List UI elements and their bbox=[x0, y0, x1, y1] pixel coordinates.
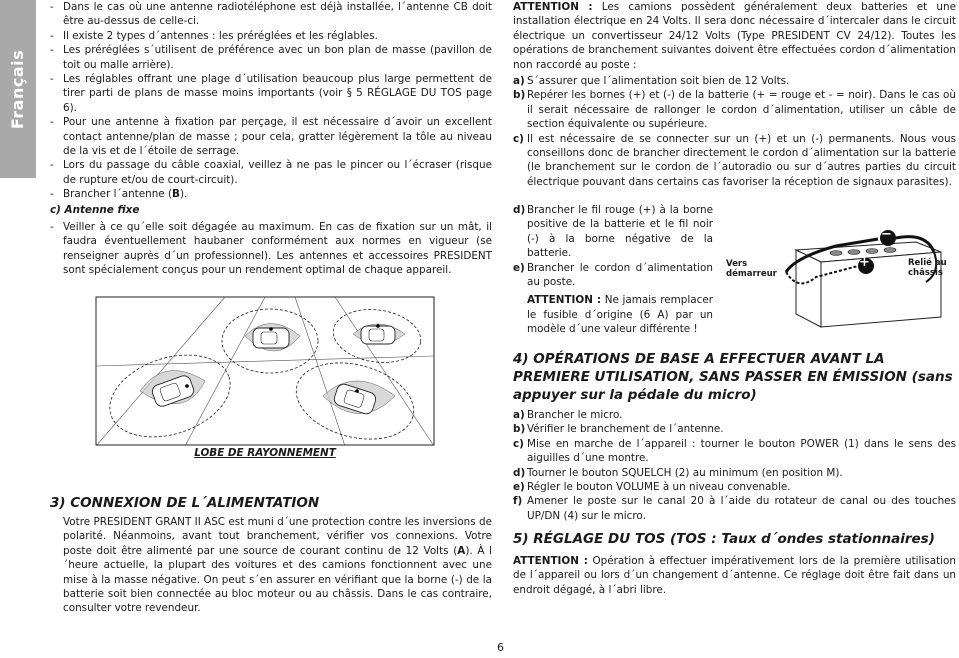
language-tab bbox=[0, 0, 36, 178]
op-e: e) Régler le bouton VOLUME à un niveau convenable. bbox=[513, 481, 791, 494]
connection-steps-narrow bbox=[513, 203, 713, 337]
op-c: c) Mise en marche de l´appareil : tourner le bouton POWER (1) dans le sens des aiguilles d´une montre. bbox=[513, 437, 956, 465]
to-starter-label: Vers démarreur bbox=[726, 259, 777, 279]
page-number: 6 bbox=[497, 641, 504, 654]
bullet-5: - Pour une antenne à fixation par perçage, il est nécessaire d´avoir un excellent contact antenne/plan de masse ; pour cela, gratter légèrement la tôle au niveau de la vis et de l´étoile de serrage. bbox=[50, 115, 492, 158]
bullet-2: - Il existe 2 types d´antennes : les préréglées et les réglables. bbox=[50, 29, 492, 43]
section-5-title: 5) RÉGLAGE DU TOS (TOS : Taux d´ondes stationnaires) bbox=[513, 531, 935, 547]
fixe-bullet: - Veiller à ce qu´elle soit dégagée au maximum. En cas de fixation sur un mât, il faudra éventuellement haubaner conformément aux normes en vigueur (se renseigner auprès d´un professionnel). Les antennes et accessoires PRESIDENT sont spécialement conçus pour un rendement optimal de chaque appareil. bbox=[50, 220, 492, 278]
step-a: a) S´assurer que l´alimentation soit bien de 12 Volts. bbox=[513, 75, 790, 87]
bullet-4: - Les réglables offrant une plage d´utilisation beaucoup plus large permettent de tirer parti de plans de masse moins importants (voir § 5 RÉGLAGE DU TOS page 6). bbox=[50, 72, 492, 115]
section-3-title: 3) CONNEXION DE L´ALIMENTATION bbox=[50, 495, 320, 511]
op-a: a) Brancher le micro. bbox=[513, 409, 623, 421]
bullet-7: - Brancher l´antenne (B). bbox=[50, 187, 492, 201]
fuse-warning: ATTENTION : Ne jamais remplacer le fusible d´origine (6 A) par un modèle d´une valeur différente ! bbox=[527, 294, 713, 336]
bullet-6: - Lors du passage du câble coaxial, veillez à ne pas le pincer ou l´écraser (risque de rupture et/ou de court-circuit). bbox=[50, 158, 492, 187]
battery-illustration bbox=[726, 222, 956, 332]
op-d: d) Tourner le bouton SQUELCH (2) au minimum (en position M). bbox=[513, 466, 843, 479]
op-b: b) Vérifier le branchement de l´antenne. bbox=[513, 423, 724, 436]
diagram-caption: LOBE DE RAYONNEMENT bbox=[194, 447, 336, 459]
connection-steps bbox=[513, 74, 956, 189]
radiation-lobe-diagram bbox=[95, 296, 435, 446]
section-4-title: 4) OPÉRATIONS DE BASE A EFFECTUER AVANT LA PREMIERE UTILISATION, SANS PASSER EN ÉMISSION (sans appuyer sur la pédale du micro) bbox=[513, 351, 953, 403]
step-c: c) Il est nécessaire de se connecter sur un (+) et un (-) permanents. Nous vous conseillons donc de brancher directement le cordon d´alimentation sur la batterie (le branchement sur le cordon de l´autoradio ou sur d´autres parties du circuit électrique pouvant dans certains cas favoriser la réception de signaux parasites). bbox=[513, 132, 956, 188]
minus-sign: − bbox=[881, 227, 892, 242]
step-b: b) Repérer les bornes (+) et (-) de la batterie (+ = rouge et - = noir). Dans le cas où il serait nécessaire de rallonger le cordon d´alimentation, utiliser un câble de section équivalente ou supérieure. bbox=[513, 89, 956, 131]
bullet-3: - Les préréglées s´utilisent de préférence avec un bon plan de masse (pavillon de toit ou malle arrière). bbox=[50, 43, 492, 72]
language-tab-label: Français bbox=[8, 49, 28, 129]
chassis-label: Relié au châssis bbox=[908, 258, 947, 278]
op-f: f) Amener le poste sur le canal 20 à l´aide du rotateur de canal ou des touches UP/DN (4) sur le micro. bbox=[513, 495, 956, 522]
step-e: e) Brancher le cordon d´alimentation au poste. bbox=[513, 261, 713, 289]
section-3-body: Votre PRESIDENT GRANT II ASC est muni d´une protection contre les inversions de polarité. Néanmoins, avant tout branchement, vérifier vos connexions. Votre poste doit être alimenté par une source de courant continu de 12 Volts (A). À l´heure actuelle, la plupart des voitures et des camions fonctionnent avec une mise à la masse négative. On peut s´en assurer en vérifiant que la borne (-) de la batterie soit bien connectée au bloc moteur ou au châssis. Dans le cas contraire, consulter votre revendeur. bbox=[63, 516, 493, 615]
plus-sign: + bbox=[859, 255, 870, 270]
base-operations bbox=[513, 408, 956, 523]
subheading-antenne-fixe: c) Antenne fixe bbox=[50, 204, 140, 216]
attention-trucks: ATTENTION : Les camions possèdent généralement deux batteries et une installation électrique en 24 Volts. Il sera donc nécessaire d´intercaler dans le circuit électrique un convertisseur 24/12 Volts (Type PRESIDENT CV 24/12). Toutes les opérations de branchement suivantes doivent être effectuées cordon d´alimentation non raccordé au poste : bbox=[513, 1, 956, 71]
bullet-1: - Dans le cas où une antenne radiotéléphone est déjà installée, l´antenne CB doit être au-dessus de celle-ci. bbox=[50, 0, 492, 29]
step-d: d) Brancher le fil rouge (+) à la borne positive de la batterie et le fil noir (-) à la borne négative de la batterie. bbox=[513, 204, 713, 260]
section-5-body: ATTENTION : Opération à effectuer impérativement lors de la première utilisation de l´appareil ou lors d´un changement d´antenne. Ce réglage doit être fait dans un endroit dégagé, à l´abri libre. bbox=[513, 555, 956, 596]
